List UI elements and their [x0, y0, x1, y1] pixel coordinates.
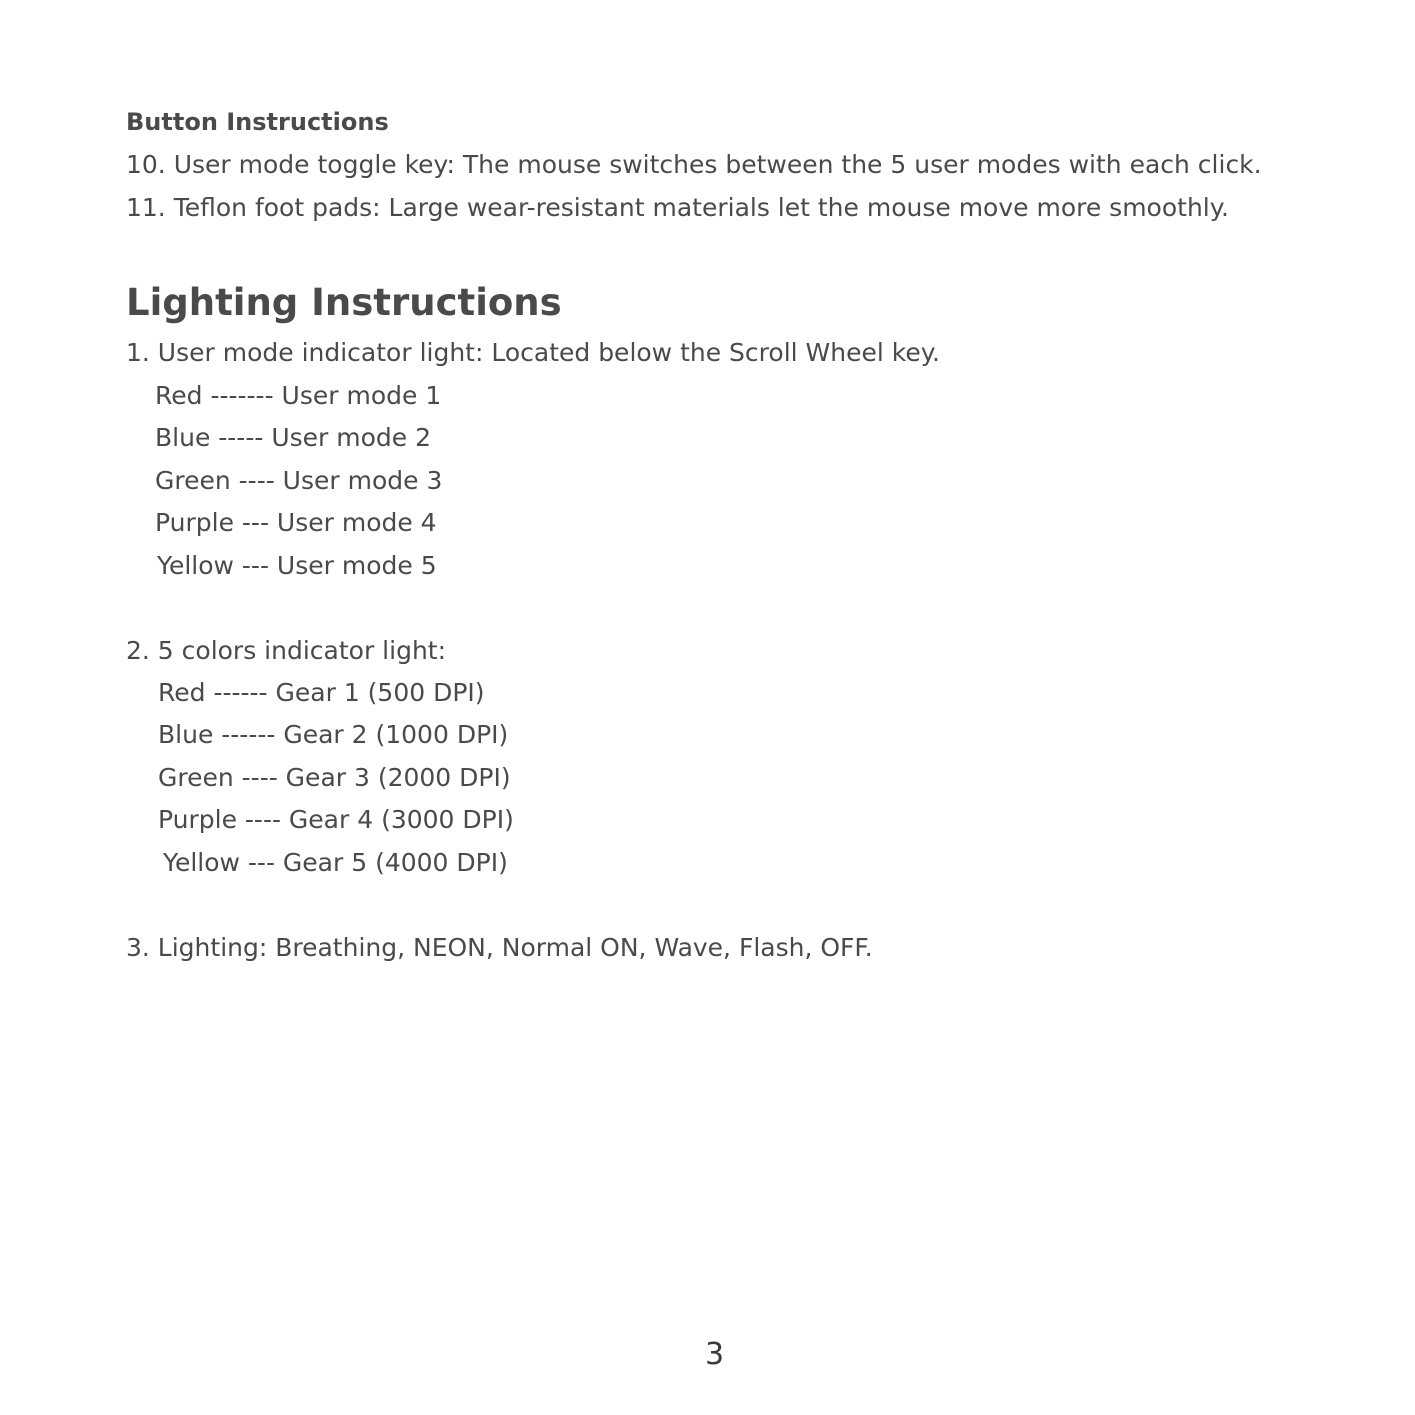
user-mode-yellow: Yellow --- User mode 5	[157, 551, 437, 580]
user-mode-purple: Purple --- User mode 4	[155, 508, 437, 537]
lighting-item-2-title: 2. 5 colors indicator light:	[126, 636, 447, 665]
lighting-instructions-heading: Lighting Instructions	[126, 281, 562, 324]
dpi-gear-red: Red ------ Gear 1 (500 DPI)	[158, 678, 485, 707]
user-mode-green: Green ---- User mode 3	[155, 466, 443, 495]
dpi-gear-green: Green ---- Gear 3 (2000 DPI)	[158, 763, 511, 792]
user-mode-red: Red ------- User mode 1	[155, 381, 442, 410]
button-item-10: 10. User mode toggle key: The mouse switches between the 5 user modes with each click.	[126, 150, 1262, 179]
button-instructions-heading: Button Instructions	[126, 108, 389, 136]
dpi-gear-blue: Blue ------ Gear 2 (1000 DPI)	[158, 720, 509, 749]
dpi-gear-yellow: Yellow --- Gear 5 (4000 DPI)	[163, 848, 508, 877]
lighting-item-1-title: 1. User mode indicator light: Located below the Scroll Wheel key.	[126, 338, 940, 367]
lighting-item-3: 3. Lighting: Breathing, NEON, Normal ON, Wave, Flash, OFF.	[126, 933, 873, 962]
user-mode-blue: Blue ----- User mode 2	[155, 423, 432, 452]
button-item-11: 11. Teflon foot pads: Large wear-resistant materials let the mouse move more smoothly.	[126, 193, 1229, 222]
dpi-gear-purple: Purple ---- Gear 4 (3000 DPI)	[158, 805, 514, 834]
page-number: 3	[705, 1337, 725, 1372]
